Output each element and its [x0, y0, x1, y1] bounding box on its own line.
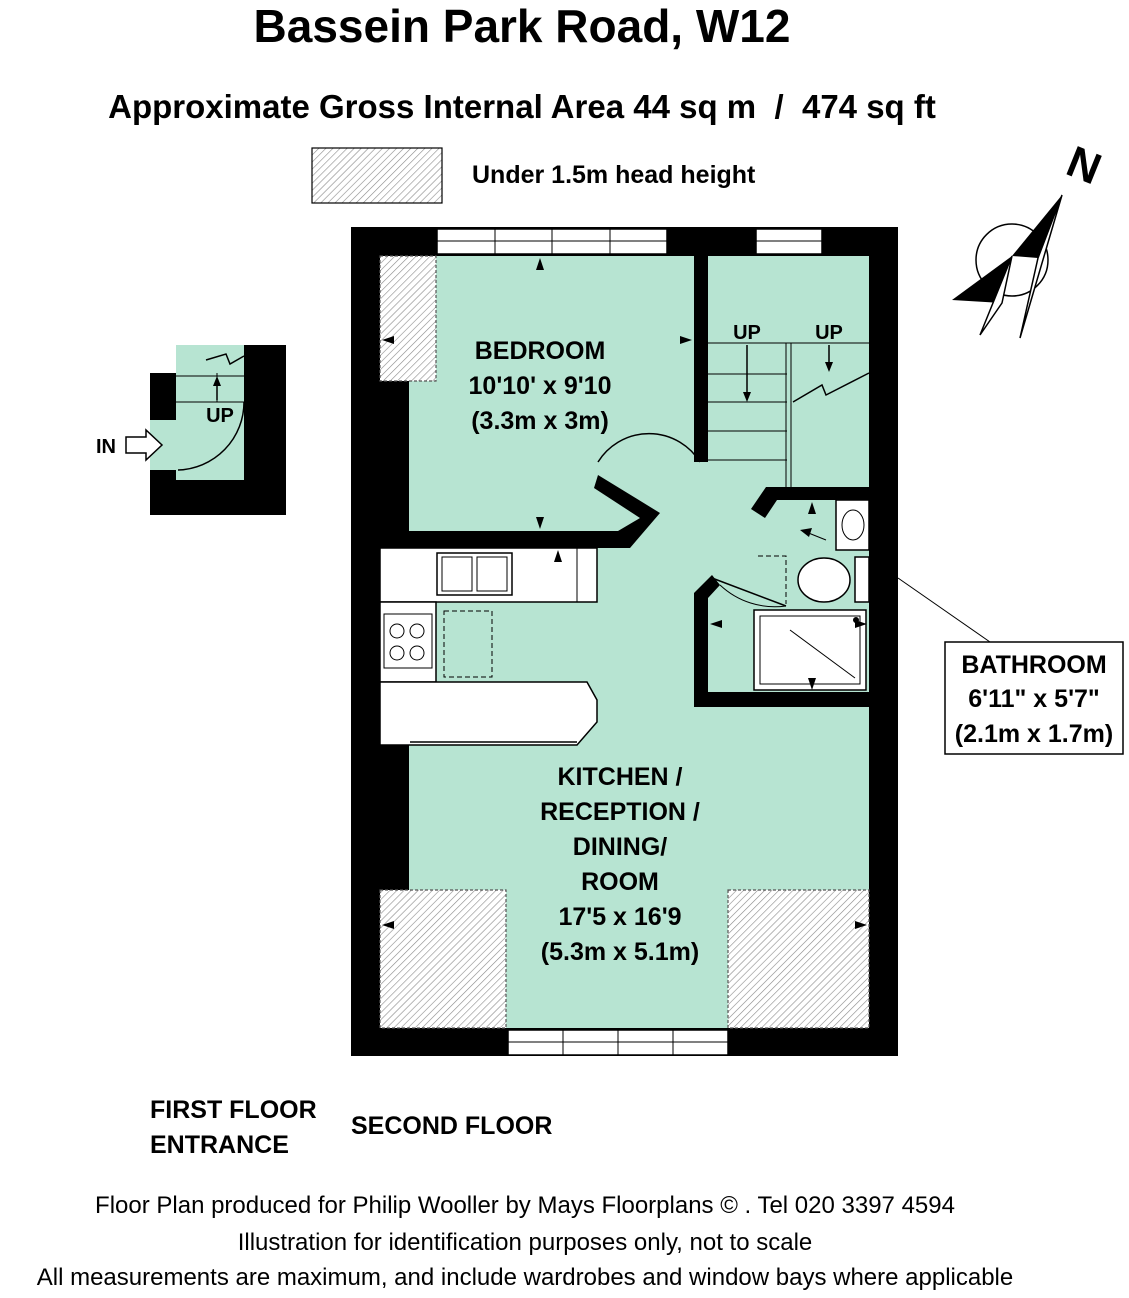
legend-swatch [312, 148, 442, 203]
bedroom-imperial: 10'10' x 9'10 [468, 372, 612, 400]
bedroom-name: BEDROOM [474, 337, 606, 365]
bedroom-metric: (3.3m x 3m) [471, 407, 609, 435]
kitchen-line3: DINING/ [572, 833, 668, 861]
entrance-plan [96, 345, 286, 515]
bedroom-label [469, 337, 612, 435]
first-floor-label-line2: ENTRANCE [150, 1131, 289, 1159]
bathroom-callout-line [898, 578, 990, 642]
kitchen-metric: (5.3m x 5.1m) [540, 938, 700, 966]
kitchen-line1: KITCHEN / [557, 763, 683, 791]
bathroom-name: BATHROOM [961, 651, 1107, 679]
stair-up-label-left: UP [733, 322, 761, 344]
top-windows [437, 229, 822, 254]
stair-up-label-right: UP [815, 322, 843, 344]
footer-measurements: All measurements are maximum, and include wardrobes and window bays where applicable [36, 1264, 1014, 1291]
bottom-windows [508, 1030, 728, 1055]
legend-label: Under 1.5m head height [472, 161, 756, 189]
second-floor-label: SECOND FLOOR [351, 1112, 553, 1140]
kitchen-line4: ROOM [581, 868, 659, 896]
footer-credit: Floor Plan produced for Philip Wooller by Mays Floorplans © . Tel 020 3397 4594 [95, 1192, 955, 1219]
bathroom-imperial: 6'11" x 5'7" [968, 685, 1100, 713]
compass-north-label: N [1060, 137, 1108, 195]
page-title: Bassein Park Road, W12 [253, 0, 791, 52]
gross-area: Approximate Gross Internal Area 44 sq m / 474 sq ft [108, 88, 936, 125]
compass-icon [952, 137, 1108, 338]
bathroom-metric: (2.1m x 1.7m) [954, 720, 1114, 748]
entrance-in-label: IN [96, 436, 116, 458]
first-floor-label-line1: FIRST FLOOR [150, 1096, 317, 1124]
kitchen-line2: RECEPTION / [540, 798, 700, 826]
kitchen-imperial: 17'5 x 16'9 [558, 903, 682, 931]
second-floor-plan [351, 227, 898, 1056]
footer-disclaimer: Illustration for identification purposes only, not to scale [237, 1229, 813, 1256]
entrance-up-label: UP [206, 405, 234, 427]
